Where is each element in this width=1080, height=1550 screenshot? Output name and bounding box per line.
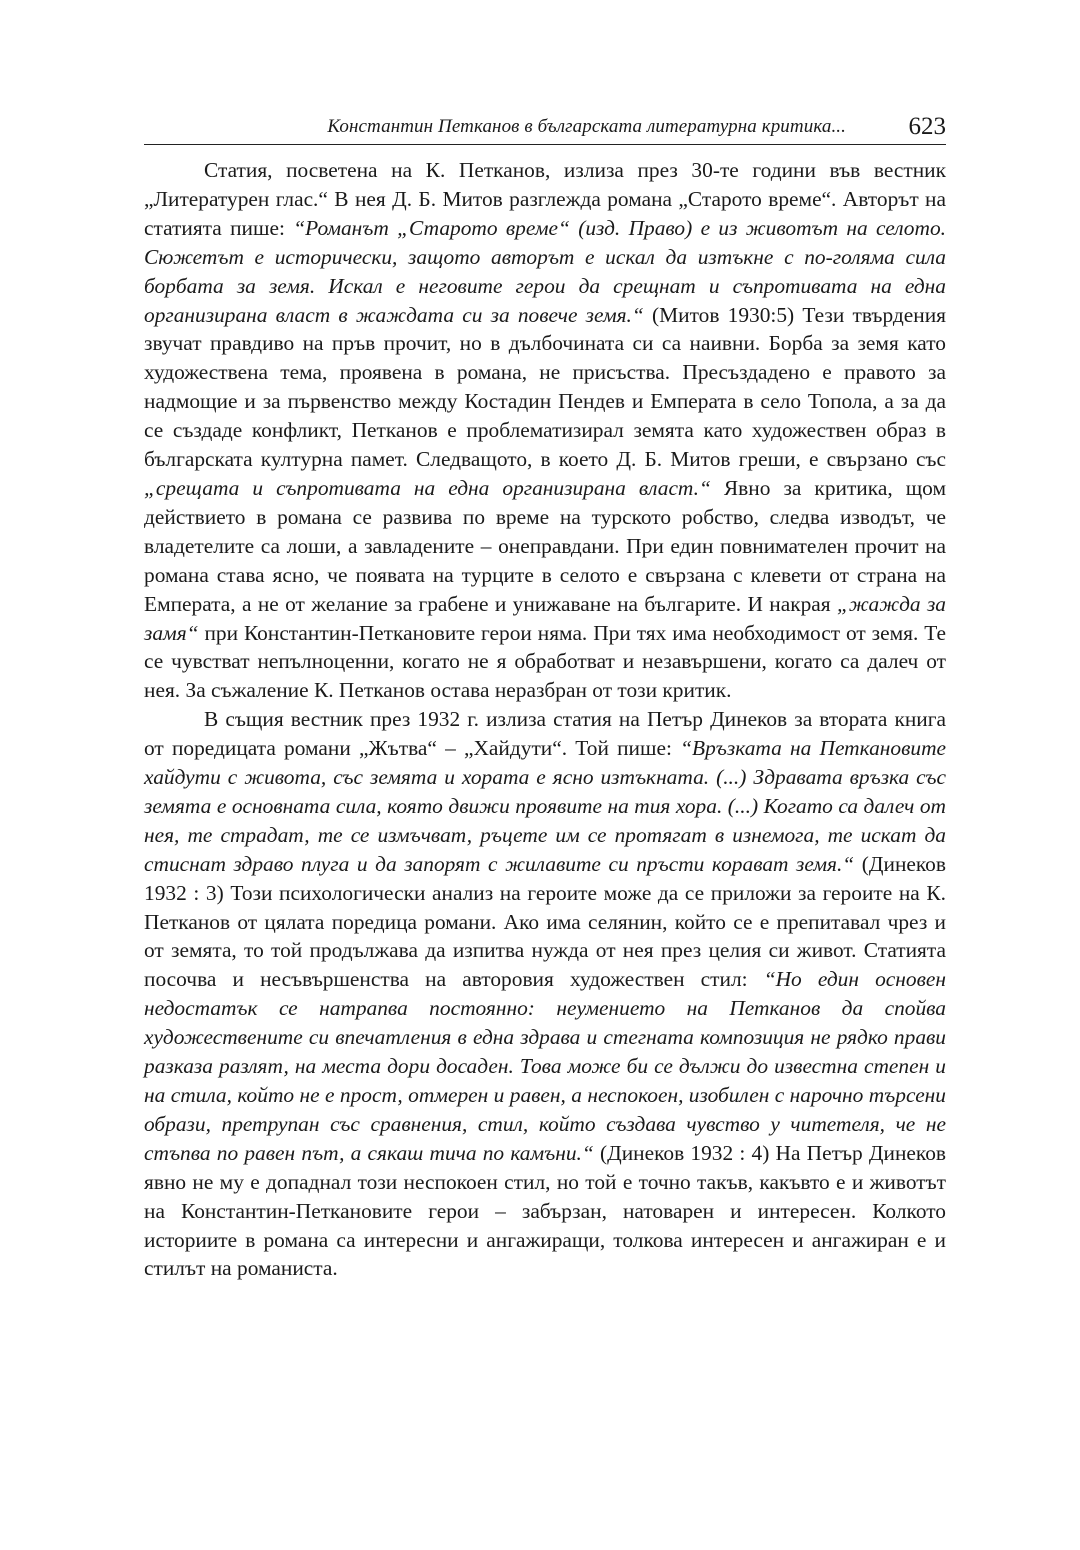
running-header: [144, 110, 946, 145]
quotation: “Но един основен недостатък се натрапва постоянно: неумението на Петканов да спойва художествените си впечатления в една здрава и стегната композиция не рядко прави разказа разлят, на места дори досаден. Това може би се дължи до известна степен и на стила, който не е прост, отмерен и равен, а неспокоен, изобилен с нарочно търсени образи, претрупан със сравнения, стил, който създава чувство у читетеля, че не стъпва по равен път, а сякаш тича по камъни.“: [144, 967, 946, 1165]
quotation: “Връзката на Петкановите хайдути с живота, със земята и хората е ясно изтъкната. (...) Здравата връзка със земята е основната сила, която движи проявите на тия хора. (...) Когато са далеч от нея, те страдат, те се измъчват, ръцете им се протягат в изнемога, те искат да стиснат здраво плуга и да запорят с жилавите си пръсти корават земя.“: [144, 736, 947, 876]
text-run: Статия, посветена на К. Петканов, излиза през 30-те години във вестник „Литературен глас.“ В нея Д. Б. Митов разглежда романа „Старото време“. Авторът на статията пише:: [144, 158, 946, 240]
page-number: 623: [908, 113, 946, 140]
quotation: „жажда за замя“: [144, 591, 947, 645]
quotation: “Романът „Старото време“ (изд. Право) е из животът на селото. Сюжетът е исторически, защото авторът е искал да изтъкне с по-голяма сила борбата за земя. Искал е неговите герои да срещнат и съпротивата на една организирана власт в жаждата си за повече земя.“: [144, 215, 946, 327]
paragraph: [144, 156, 946, 705]
paragraph: [144, 705, 946, 1283]
text-run: (Митов 1930:5) Тези твърдения звучат правдиво на пръв прочит, но в дълбочината си са наивни. Борба за земя като художествена тема, проявена в романа, не присъства. Пресъздадено е правото за надмощие и за първенство между Костадин Пендев и Емперата в село Топола, а за да се създаде конфликт, Петканов е проблематизирал земята като художествен образ в българската културна памет. Следващото, в което Д. Б. Митов греши, е свързано със: [144, 302, 946, 472]
text-run: В същия вестник през 1932 г. излиза статия на Петър Динеков за втората книга от поредицата романи „Жътва“ – „Хайдути“. Той пише:: [144, 707, 946, 761]
body-text: [144, 156, 946, 1283]
quotation: „срещата и съпротивата на една организирана власт.“: [144, 475, 711, 500]
text-run: (Динеков 1932 : 4) На Петър Динеков явно не му е допаднал този неспокоен стил, но той е точно такъв, какъвто е и животът на Константин-Петкановите герои – забързан, натоварен и интересен. Колкото историите в романа са интересни и ангажиращи, толкова интересен и ангажиран е и стилът на романиста.: [144, 1140, 947, 1281]
text-run: Явно за критика, щом действието в романа се развива по време на турското робство, следва изводът, че владетелите са лоши, а завладените – онеправдани. При един повнимателен прочит на романа става ясно, че появата на турците в селото е свързана с клевети от страна на Емперата, а не от желание за грабене и унижаване на българите. И накрая: [144, 475, 946, 616]
text-run: (Динеков 1932 : 3) Този психологически анализ на героите може да се приложи за героите на К. Петканов от цялата поредица романи. Ако има селянин, който се е препитавал чрез и от земята, то той продължава да изпитва нужда от нея през целия си живот. Статията посочва и несъвършенства на авторовия художествен стил:: [144, 851, 946, 992]
text-run: при Константин-Петкановите герои няма. При тях има необходимост от земя. Те се чувстват непълноценни, когато не я обработват и незавършени, когато са далеч от нея. За съжаление К. Петканов остава неразбран от този критик.: [144, 620, 946, 703]
running-title: Константин Петканов в българската литературна критика...: [327, 116, 846, 137]
